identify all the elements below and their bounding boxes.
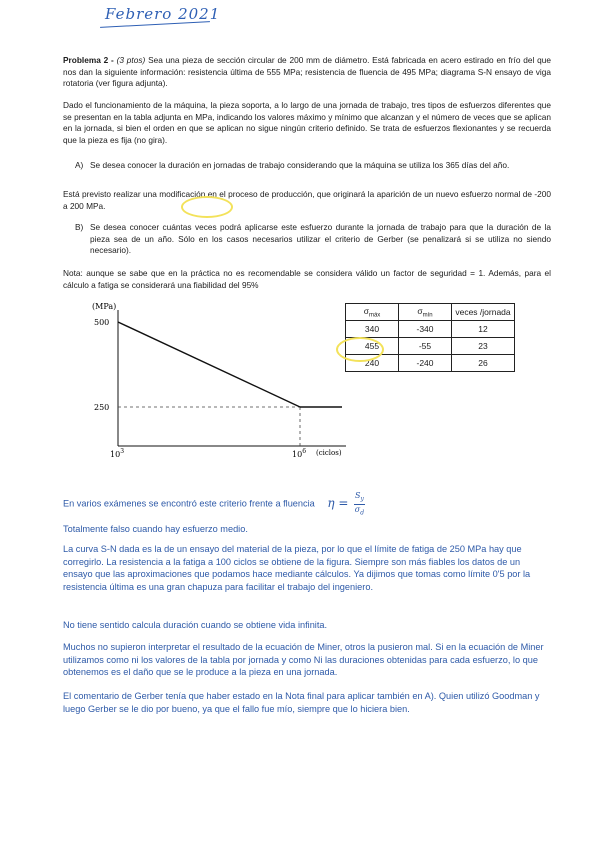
item-a-label: A) [75,160,84,170]
modification-end: . [103,200,106,211]
cell-veces: 26 [452,355,515,372]
sn-curve-sloped [118,322,300,407]
modification-paragraph [63,189,551,212]
cell-max: 240 [346,355,399,372]
annotation-3: La curva S-N dada es la de un ensayo del material de la pieza, por lo que el límite de fatiga de 250 MPa hay que corregirlo. La resistencia a la fatiga a 100 ciclos se obtiene de la figura. Siempre son más fiables los datos de un ensayo que las aproximaciones que podamos hace mediante cálculos. Ya dijimos que tomas como límite 0'5 por la resistencia última es una gran chapuza para facilitar el trabajo del ingeniero. [63,544,531,592]
highlight-circle-455 [336,337,384,362]
y-tick-250: 250 [94,403,110,412]
header-veces: veces /jornada [452,304,515,321]
eta-fraction: $\frac{S_y}{\sigma_d}$ [354,491,365,517]
cell-min: -55 [399,338,452,355]
annotation-2: Totalmente falso cuando hay esfuerzo medio. [63,524,248,534]
table-header-row [346,304,515,321]
annotation-6: El comentario de Gerber tenía que haber estado en la Nota final para aplicar también en A). Quien utilizó Goodman y luego Gerber se le dio por bueno, ya que el fallo fue mío, siempre que lo hiciera bien. [63,691,540,714]
y-tick-500: 500 [94,318,110,327]
header-sigma-min: $\sigma_{mín}$ [399,304,452,321]
problem-points: (3 ptos) [116,55,146,65]
problem-intro [63,55,551,90]
x-tick-1e3: $10^3$ [110,448,125,459]
cell-max: 455 [346,338,399,355]
problem-intro-text: Sea una pieza de sección circular de 200 mm de diámetro. Está fabricada en acero estirado en frío del que nos dan la siguiente información: resistencia última de 555 MPa; resistencia de fluencia de 495 MPa; diagrama S-N ensayo de viga rotatoria (ver figura adjunta). [63,55,551,89]
annotation-1-text: En varios exámenes se encontró este criterio frente a fluencia [63,498,315,509]
item-b-text: Se desea conocer cuántas veces podrá aplicarse este esfuerzo durante la jornada de trabajo para que la duración de la pieza sea de un año. Sólo en los casos necesarios utilizar el criterio de Gerber (se penalizará si se utiliza no siendo necesario). [90,222,551,256]
modification-highlight: 200 MPa [69,200,104,211]
problem-title: Problema 2 - [63,55,114,65]
cell-min: -240 [399,355,452,372]
cell-veces: 23 [452,338,515,355]
cell-max: 340 [346,321,399,338]
table-row [346,321,515,338]
annotation-4: No tiene sentido calcula duración cuando se obtiene vida infinita. [63,620,328,630]
handwritten-date: Febrero 2021 [105,5,221,23]
eta-equation: η = [327,495,349,510]
problem-paragraph-2: Dado el funcionamiento de la máquina, la pieza soporta, a lo largo de una jornada de trabajo, tres tipos de esfuerzos diferentes que se presentan en la tabla adjunta en MPa, indicando los valores máximo y mínimo que alcanzan y el número de veces que se aplican en la jornada, si bien el orden en que se aplican no sigue ningún criterio definido. Se trata de esfuerzos flexionantes y se recuerda que la pieza es fija (no gira). [63,100,551,145]
nota-paragraph: Nota: aunque se sabe que en la práctica no es recomendable se considera válido un factor de seguridad = 1. Además, para el cálculo a fatiga se considerará una fiabilidad del 95% [63,268,551,290]
y-unit-label: (MPa) [92,302,117,311]
x-tick-1e6: $10^6$ [292,448,307,459]
item-a-text: Se desea conocer la duración en jornadas de trabajo considerando que la máquina se utiliza los 365 días del año. [90,160,510,170]
sn-diagram [80,298,350,460]
annotation-1 [63,491,551,517]
annotation-5: Muchos no supieron interpretar el resultado de la ecuación de Miner, otros la pusieron mal. Si en la ecuación de Miner utilizamos como ni los valores de la tabla por jornada y como Ni las duraciones obtenidas para cada esfuerzo, lo que obtenemos es el daño que se le produce a la pieza en una jornada. [63,642,544,678]
highlight-circle-200mpa [181,196,233,218]
x-unit-label: (ciclos) [316,449,342,457]
cell-veces: 12 [452,321,515,338]
cell-min: -340 [399,321,452,338]
modification-text: Está previsto realizar una modificación en el proceso de producción, que originará la aparición de un nuevo esfuerzo normal de -200 a [63,189,551,211]
item-b-label: B) [75,222,84,232]
header-sigma-max: $\sigma_{máx}$ [346,304,399,321]
